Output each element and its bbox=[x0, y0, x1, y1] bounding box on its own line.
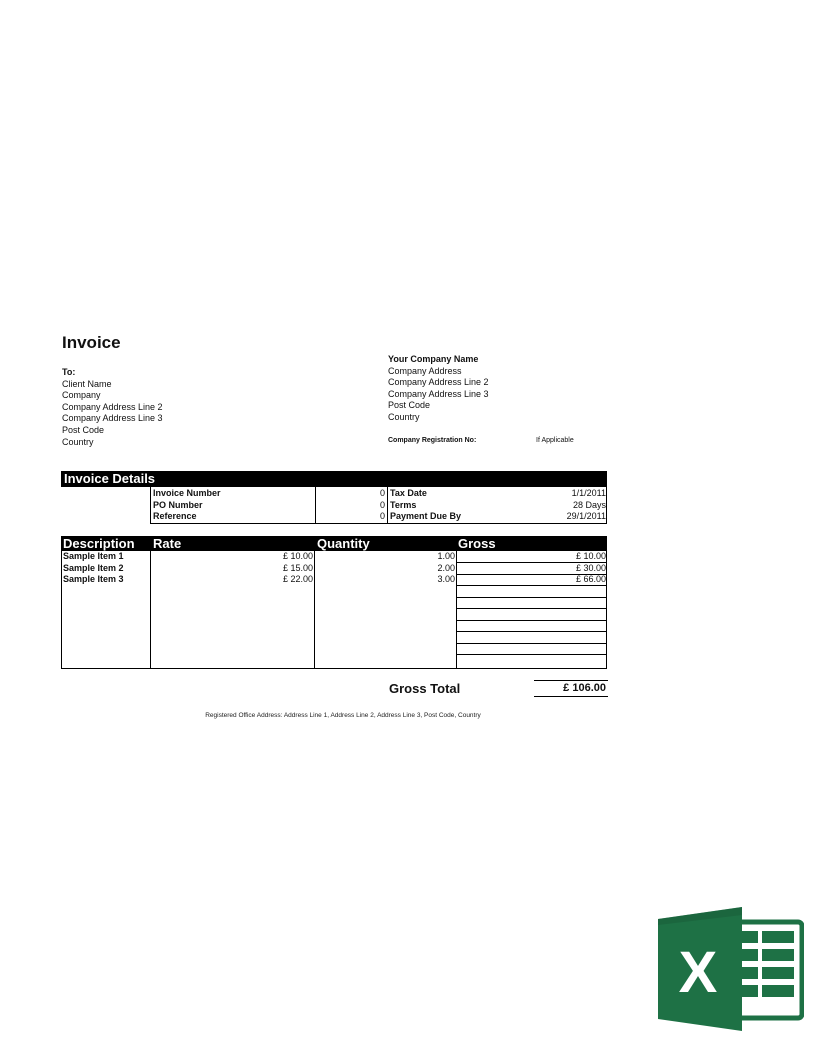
details-value: 0 bbox=[379, 499, 385, 510]
gross-row-line bbox=[457, 574, 607, 575]
company-line: Company Address Line 2 bbox=[388, 377, 489, 388]
bill-to-line: Client Name bbox=[62, 378, 112, 389]
details-label: Payment Due By bbox=[390, 511, 462, 521]
details-label: PO Number bbox=[153, 499, 203, 510]
item-quantity: 2.00 bbox=[437, 562, 455, 573]
company-line: Post Code bbox=[388, 400, 431, 411]
total-rule bbox=[534, 696, 608, 697]
excel-letter: X bbox=[678, 940, 718, 1005]
gross-row-line bbox=[457, 597, 607, 598]
item-description: Sample Item 2 bbox=[63, 562, 124, 573]
details-label: Reference bbox=[153, 511, 197, 521]
details-value: 1/1/2011 bbox=[571, 488, 606, 498]
bill-to-block bbox=[62, 367, 163, 448]
gross-row-line bbox=[457, 620, 607, 621]
item-gross: £ 66.00 bbox=[575, 574, 606, 584]
item-quantity: 1.00 bbox=[437, 551, 455, 561]
company-name: Your Company Name bbox=[388, 354, 479, 364]
bill-to-line: Company Address Line 3 bbox=[62, 413, 163, 424]
item-rate: £ 10.00 bbox=[282, 551, 313, 561]
bill-to-line: Post Code bbox=[62, 424, 105, 435]
company-block bbox=[388, 354, 489, 424]
bill-to-line: Company Address Line 2 bbox=[62, 401, 163, 412]
details-value: 0 bbox=[379, 511, 385, 521]
gross-total-label: Gross Total bbox=[389, 681, 461, 696]
details-label: Terms bbox=[390, 499, 417, 510]
registered-office-footer: Registered Office Address: Address Line 1, Address Line 2, Address Line 3, Post Code, Country bbox=[205, 712, 481, 719]
gross-row-line bbox=[457, 643, 607, 644]
invoice-details-heading: Invoice Details bbox=[61, 471, 607, 487]
gross-total-value: £ 106.00 bbox=[563, 682, 606, 694]
details-label: Invoice Number bbox=[153, 488, 221, 498]
bill-to-label: To: bbox=[62, 367, 76, 377]
company-line: Company Address Line 3 bbox=[388, 388, 489, 399]
item-quantity: 3.00 bbox=[437, 574, 455, 584]
company-line: Company Address bbox=[388, 365, 462, 376]
company-line: Country bbox=[388, 411, 420, 422]
details-value: 29/1/2011 bbox=[566, 511, 606, 521]
item-gross: £ 10.00 bbox=[575, 551, 606, 561]
invoice-title: Invoice bbox=[62, 333, 121, 352]
gross-row-line bbox=[457, 608, 607, 609]
column-divider bbox=[314, 551, 315, 668]
gross-row-line bbox=[457, 585, 607, 586]
invoice-details-table bbox=[150, 487, 607, 524]
total-rule bbox=[534, 680, 608, 681]
bill-to-line: Country bbox=[62, 436, 94, 447]
item-gross: £ 30.00 bbox=[575, 562, 606, 573]
gross-row-line bbox=[457, 654, 607, 655]
column-header-gross: Gross bbox=[458, 536, 496, 551]
items-table-header bbox=[61, 536, 607, 551]
details-value: 0 bbox=[379, 488, 385, 498]
item-description: Sample Item 1 bbox=[63, 551, 124, 561]
gross-row-line bbox=[457, 562, 607, 563]
details-value: 28 Days bbox=[572, 499, 606, 510]
details-label: Tax Date bbox=[390, 488, 427, 498]
column-divider bbox=[387, 487, 388, 523]
column-header-description: Description bbox=[63, 536, 135, 551]
column-header-rate: Rate bbox=[153, 536, 182, 551]
item-rate: £ 15.00 bbox=[282, 562, 313, 573]
registration-label: Company Registration No: bbox=[388, 437, 477, 444]
excel-icon bbox=[658, 907, 804, 1031]
registration-value: If Applicable bbox=[536, 437, 574, 444]
column-divider bbox=[150, 551, 151, 668]
gross-row-line bbox=[457, 631, 607, 632]
items-table bbox=[61, 551, 607, 669]
item-description: Sample Item 3 bbox=[63, 574, 124, 584]
column-divider bbox=[456, 551, 457, 668]
item-rate: £ 22.00 bbox=[282, 574, 313, 584]
bill-to-line: Company bbox=[62, 390, 101, 401]
column-header-quantity: Quantity bbox=[317, 536, 370, 551]
